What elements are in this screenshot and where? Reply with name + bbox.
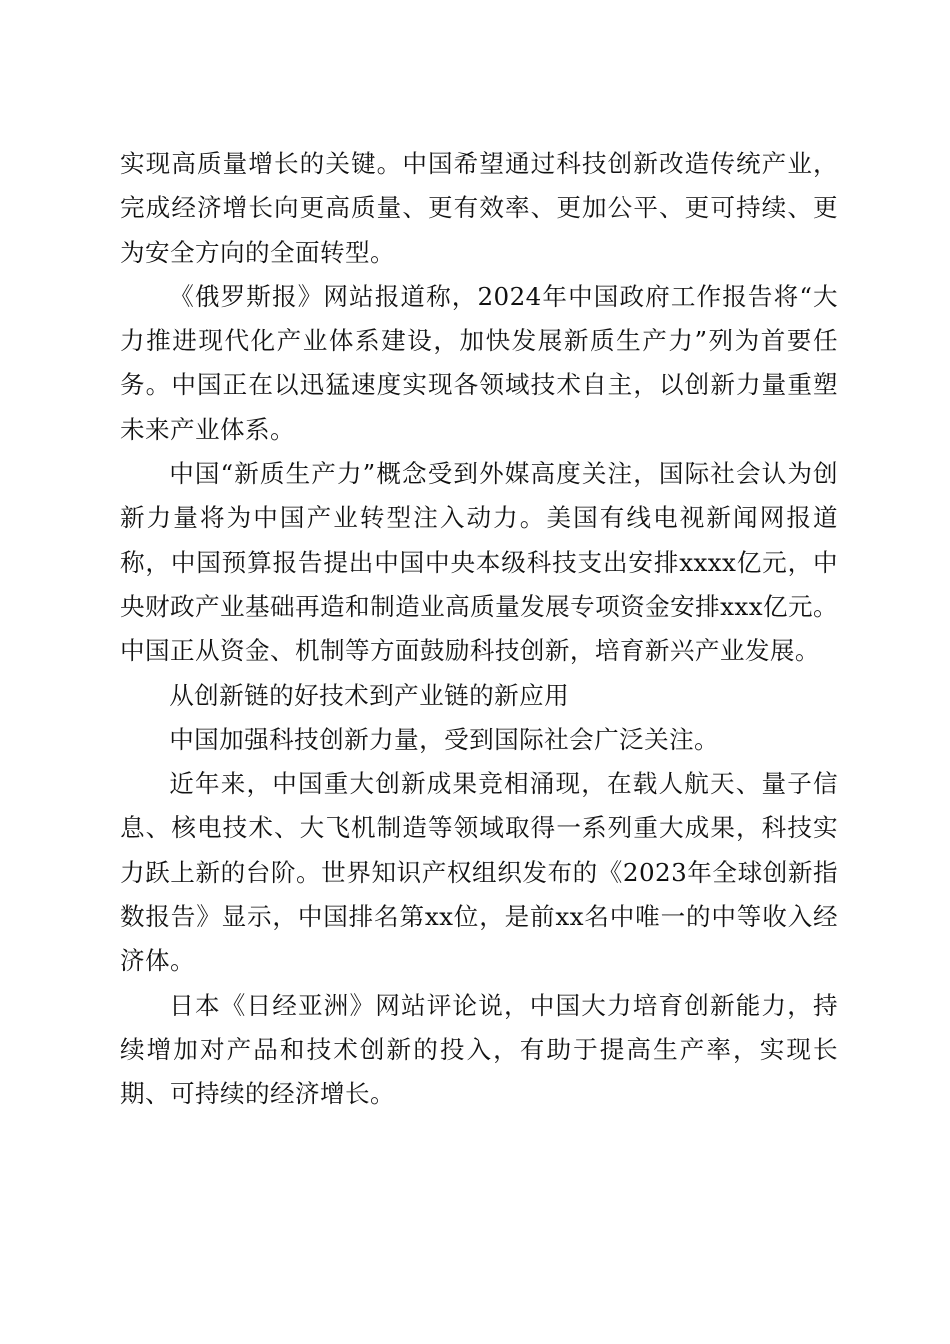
paragraph-innovation-achievements: 近年来，中国重大创新成果竞相涌现，在载人航天、量子信息、核电技术、大飞机制造等领域取得一系列重大成果，科技实力跃上新的台阶。世界知识产权组织发布的《2023年全球创新指数报告》显示，中国排名第xx位，是前xx名中唯一的中等收入经济体。	[120, 769, 838, 976]
paragraph-russian-newspaper: 《俄罗斯报》网站报道称，2024年中国政府工作报告将“大力推进现代化产业体系建设，加快发展新质生产力”列为首要任务。中国正在以迅猛速度实现各领域技术自主，以创新力量重塑未来产业体系。	[120, 281, 838, 444]
paragraph-new-quality-productivity: 中国“新质生产力”概念受到外媒高度关注，国际社会认为创新力量将为中国产业转型注入动力。美国有线电视新闻网报道称，中国预算报告提出中国中央本级科技支出安排xxxx亿元，中央财政产业基础再造和制造业高质量发展专项资金安排xxx亿元。中国正从资金、机制等方面鼓励科技创新，培育新兴产业发展。	[120, 459, 838, 666]
section-heading: 从创新链的好技术到产业链的新应用	[169, 680, 570, 710]
document-body	[120, 142, 838, 1117]
paragraph-nikkei-asia: 日本《日经亚洲》网站评论说，中国大力培育创新能力，持续增加对产品和技术创新的投入，有助于提高生产率，实现长期、可持续的经济增长。	[120, 990, 838, 1109]
paragraph-continuation: 实现高质量增长的关键。中国希望通过科技创新改造传统产业，完成经济增长向更高质量、更有效率、更加公平、更可持续、更为安全方向的全面转型。	[120, 149, 838, 267]
paragraph-international-attention: 中国加强科技创新力量，受到国际社会广泛关注。	[169, 724, 720, 754]
